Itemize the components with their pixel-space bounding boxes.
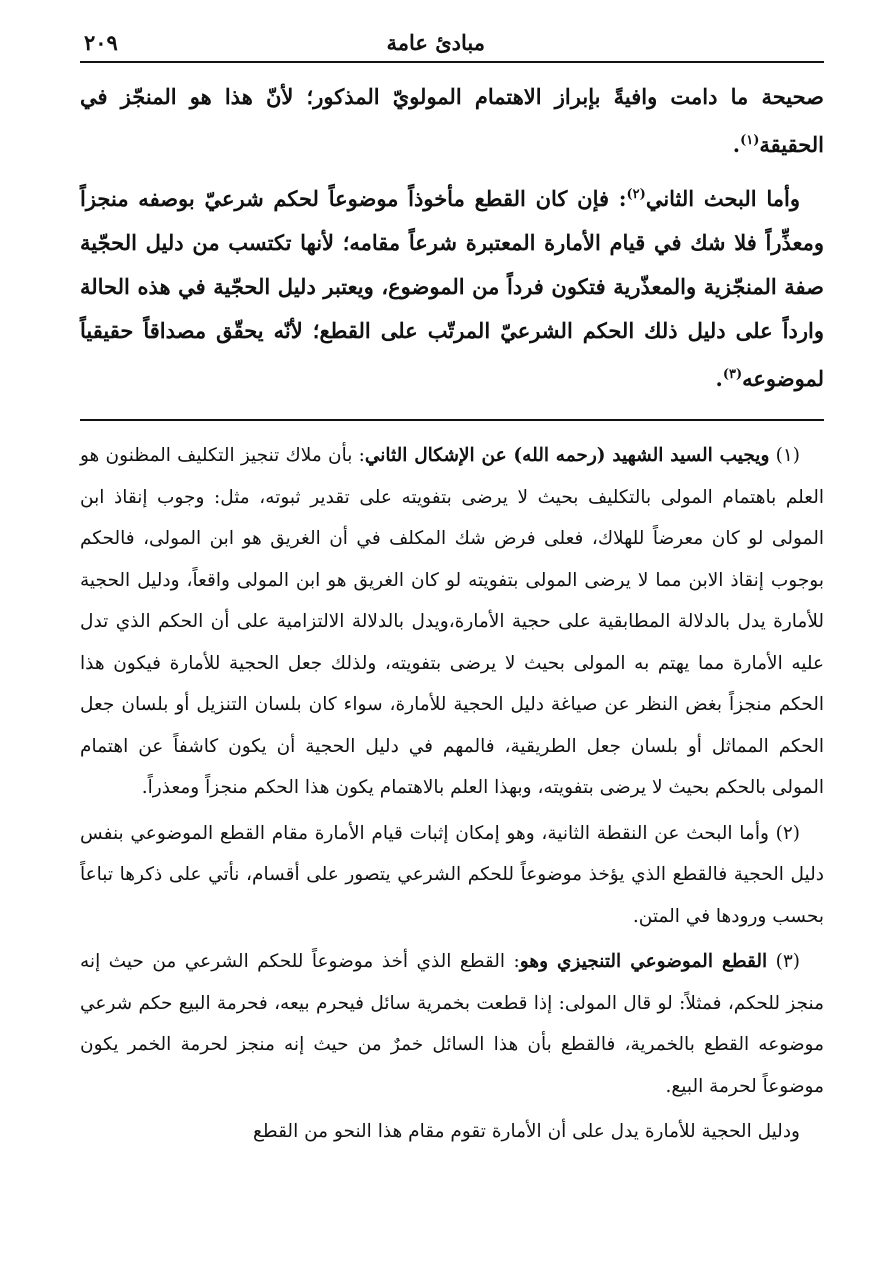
footnote-ref-2: (٢) bbox=[626, 187, 646, 202]
footnote-2-number: (٢) bbox=[775, 822, 800, 844]
footnote-1-number: (١) bbox=[775, 445, 801, 466]
main-paragraph-2-text: : فإن كان القطع مأخوذاً موضوعاً لحكم شرعيّ بوصفه منجزاً ومعذِّراً فلا شك في قيام الأمارة المعتبرة شرعاً مقامه؛ لأنها تكتسب من دليل الحجّية صفة المنجّزية والمعذّرية فتكون فرداً من الموضوع، ويعتبر دليل الحجّية في هذه الحالة وارداً على دليل ذلك الحكم الشرعيّ المرتّب على القطع؛ لأنّه يحقّق مصداقاً حقيقياً لموضوعه bbox=[80, 186, 824, 391]
main-paragraph-1-text: صحيحة ما دامت وافيةً بإبراز الاهتمام المولويّ المذكور؛ لأنّ هذا هو المنجّز في الحقيقة bbox=[80, 84, 824, 157]
footnote-ref-1: (١) bbox=[740, 133, 760, 148]
footnote-1-lead: ويجيب السيد الشهيد (رحمه الله) عن الإشكال الثاني bbox=[364, 445, 770, 466]
main-paragraph-2-lead: وأما البحث الثاني bbox=[645, 186, 800, 211]
main-paragraph-2 bbox=[80, 173, 824, 401]
main-text bbox=[80, 75, 824, 401]
footnote-2 bbox=[80, 813, 824, 938]
footnote-2-body: وأما البحث عن النقطة الثانية، وهو إمكان إثبات قيام الأمارة مقام القطع الموضوعي بنفس دليل الحجية فالقطع الذي يؤخذ موضوعاً للحكم الشرعي يتصور على أقسام، نأتي على ذكرها تباعاً بحسب ورودها في المتن. bbox=[80, 822, 824, 927]
footnote-3-lead: القطع الموضوعي التنجيزي وهو bbox=[519, 951, 768, 972]
footnote-separator bbox=[80, 419, 824, 421]
footnote-1-body: : بأن ملاك تنجيز التكليف المظنون هو العلم باهتمام المولى بالتكليف بحيث لا يرضى بتفويته على تقدير ثبوته، مثل: وجوب إنقاذ ابن المولى لو كان معرضاً للهلاك، فعلى فرض شك المكلف في أن الغريق هو ابن المولى، فالحكم بوجوب إنقاذ الابن مما لا يرضى المولى بتفويته لو كان الغريق هو ابن المولى واقعاً، ودليل الحجية للأمارة يدل بالدلالة المطابقية على حجية الأمارة،ويدل بالدلالة الالتزامية على أن الحكم الذي تدل عليه الأمارة مما يهتم به المولى بحيث لا يرضى بتفويته، ولذلك جعل الحجية للأمارة فيكون هذا الحكم منجزاً بغض النظر عن صياغة دليل الحجية للأمارة، سواء كان بلسان التنزيل أو بلسان جعل الحكم المماثل أو بلسان جعل الطريقية، فالمهم في دليل الحجية أن يكون كاشفاً عن اهتمام المولى بالحكم بحيث لا يرضى بتفويته، وبهذا العلم بالاهتمام يكون هذا الحكم منجزاً ومعذراً. bbox=[80, 445, 825, 798]
page-number: ٢٠٩ bbox=[84, 30, 118, 55]
footnote-continuation: ودليل الحجية للأمارة يدل على أن الأمارة تقوم مقام هذا النحو من القطع bbox=[253, 1121, 800, 1142]
footnotes bbox=[80, 435, 824, 1153]
main-paragraph-1 bbox=[80, 75, 824, 167]
footnote-3-number: (٣) bbox=[775, 951, 800, 972]
main-paragraph-2-end: . bbox=[715, 366, 723, 391]
page-header bbox=[80, 30, 824, 61]
main-paragraph-1-end: . bbox=[732, 132, 741, 157]
footnote-1 bbox=[80, 435, 824, 809]
footnote-ref-3: (٣) bbox=[722, 367, 743, 382]
header-rule bbox=[80, 61, 824, 63]
footnote-3-body: : القطع الذي أخذ موضوعاً للحكم الشرعي من حيث إنه منجز للحكم، فمثلاً: لو قال المولى: إذا قطعت بخمرية سائل فيحرم بيعه، فحرمة البيع حكم شرعي موضوعه القطع بالخمرية، فالقطع بأن هذا السائل خمرٌ من حيث إنه منجز لحرمة الخمر يكون موضوعاً لحرمة البيع. bbox=[80, 951, 824, 1097]
running-title: مبادئ عامة bbox=[386, 30, 485, 55]
footnote-3 bbox=[80, 941, 824, 1107]
